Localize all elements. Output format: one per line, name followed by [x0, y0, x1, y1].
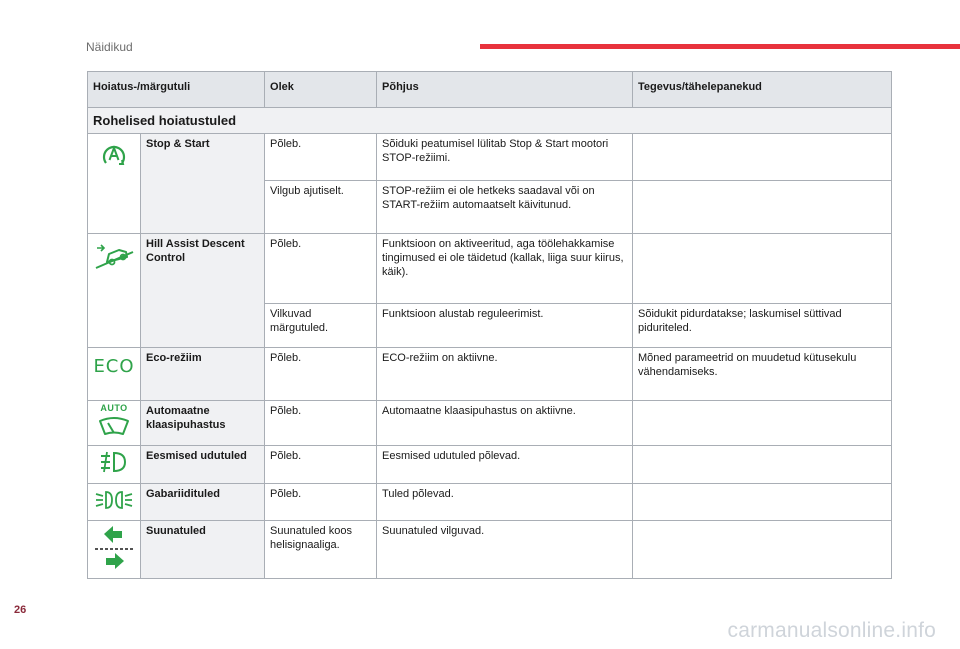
table-row	[88, 234, 892, 304]
stop-start-icon	[100, 142, 128, 168]
icon-cell	[88, 234, 141, 348]
table-row	[88, 446, 892, 484]
header-accent-bar	[480, 44, 960, 49]
column-header: Põhjus	[377, 72, 633, 108]
state-cell: Põleb.	[265, 446, 377, 484]
action-cell	[633, 446, 892, 484]
column-header: Olek	[265, 72, 377, 108]
action-cell	[633, 134, 892, 181]
action-cell	[633, 181, 892, 234]
state-cell: Vilkuvad märgutuled.	[265, 304, 377, 348]
reason-cell: Tuled põlevad.	[377, 484, 633, 521]
table-row	[88, 484, 892, 521]
table-row	[88, 348, 892, 401]
light-name: Hill Assist Descent Control	[141, 234, 265, 348]
group-row	[88, 108, 892, 134]
page-number: 26	[14, 604, 27, 616]
column-header: Hoiatus-/märgutuli	[88, 72, 265, 108]
action-cell: Sõidukit pidurdatakse; laskumisel süttivad piduriteled.	[633, 304, 892, 348]
state-cell: Suunatuled koos helisignaaliga.	[265, 520, 377, 578]
light-name: Eco-režiim	[141, 348, 265, 401]
icon-cell	[88, 484, 141, 521]
light-name: Stop & Start	[141, 134, 265, 234]
state-cell: Põleb.	[265, 134, 377, 181]
auto-wiper-label: AUTO	[100, 403, 128, 414]
table-row	[88, 134, 892, 181]
reason-cell: Sõiduki peatumisel lülitab Stop & Start mootori STOP-režiimi.	[377, 134, 633, 181]
side-lights-icon	[94, 489, 134, 511]
reason-cell: ECO-režiim on aktiivne.	[377, 348, 633, 401]
reason-cell: Automaatne klaasipuhastus on aktiivne.	[377, 401, 633, 446]
state-cell: Põleb.	[265, 401, 377, 446]
light-name: Eesmised udutuled	[141, 446, 265, 484]
state-cell: Põleb.	[265, 234, 377, 304]
hill-descent-icon	[93, 242, 137, 272]
light-name: Suunatuled	[141, 520, 265, 578]
column-header: Tegevus/tähelepanekud	[633, 72, 892, 108]
table-header-row	[88, 72, 892, 108]
state-cell: Vilgub ajutiselt.	[265, 181, 377, 234]
reason-cell: STOP-režiim ei ole hetkeks saadaval või on START-režiim automaatselt käivitunud.	[377, 181, 633, 234]
light-name: Gabariidituled	[141, 484, 265, 521]
auto-wiper-icon	[97, 415, 131, 437]
icon-cell	[88, 134, 141, 234]
icon-cell	[88, 348, 141, 401]
group-title: Rohelised hoiatustuled	[88, 108, 892, 134]
action-cell	[633, 401, 892, 446]
icon-cell	[88, 401, 141, 446]
action-cell	[633, 234, 892, 304]
reason-cell: Suunatuled vilguvad.	[377, 520, 633, 578]
icon-cell	[88, 446, 141, 484]
action-cell: Mõned parameetrid on muudetud kütusekulu vähendamiseks.	[633, 348, 892, 401]
turn-signal-icon	[93, 525, 135, 569]
eco-icon: ECO	[93, 356, 135, 378]
light-name: Automaatne klaasipuhastus	[141, 401, 265, 446]
action-cell	[633, 520, 892, 578]
front-fog-icon	[98, 450, 130, 474]
reason-cell: Funktsioon alustab reguleerimist.	[377, 304, 633, 348]
watermark: carmanualsonline.info	[727, 619, 936, 642]
state-cell: Põleb.	[265, 484, 377, 521]
reason-cell: Funktsioon on aktiveeritud, aga töölehakkamise tingimused ei ole täidetud (kallak, liiga suur kiirus, käik).	[377, 234, 633, 304]
warning-lights-table	[87, 71, 892, 579]
icon-cell	[88, 520, 141, 578]
action-cell	[633, 484, 892, 521]
state-cell: Põleb.	[265, 348, 377, 401]
table-row	[88, 520, 892, 578]
section-label: Näidikud	[86, 40, 133, 54]
table-row	[88, 401, 892, 446]
reason-cell: Eesmised udutuled põlevad.	[377, 446, 633, 484]
